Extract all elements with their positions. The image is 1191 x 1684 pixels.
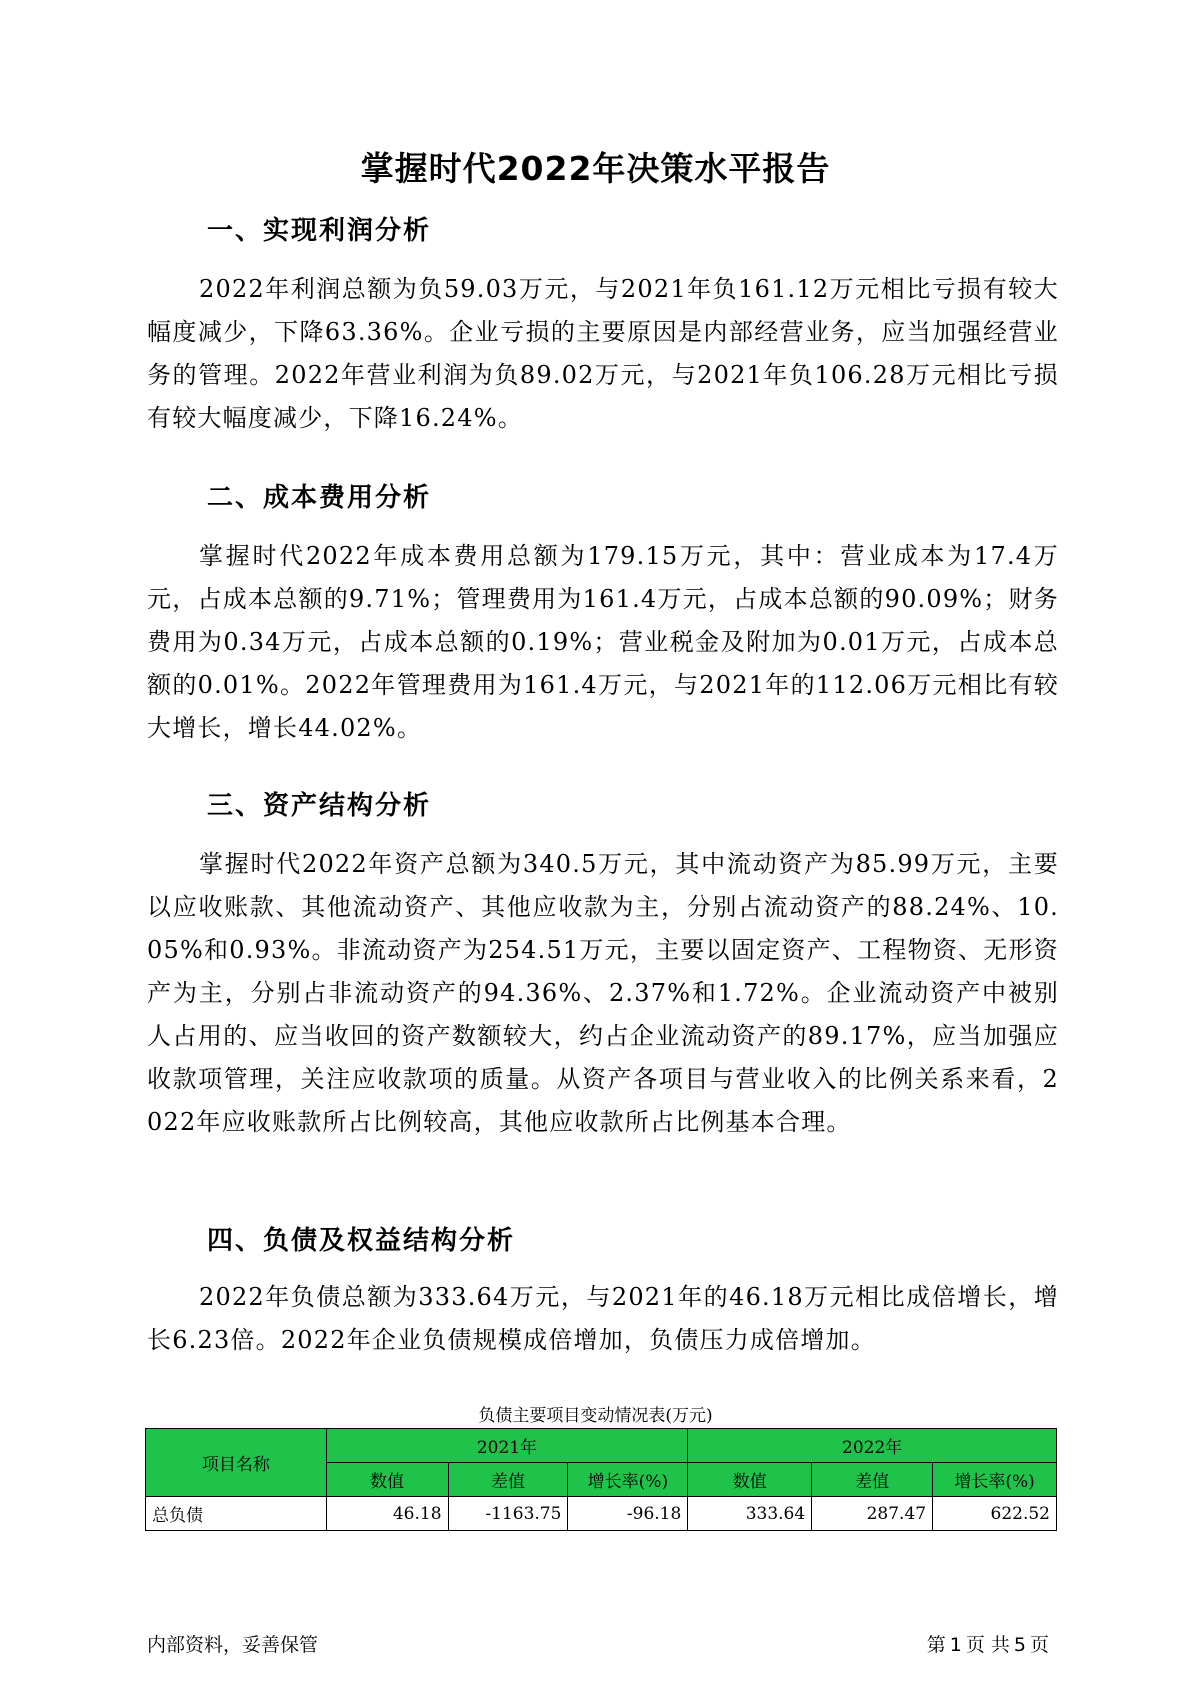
page-total: 5 (1013, 1634, 1026, 1656)
section-paragraph-assets: 掌握时代2022年资产总额为340.5万元，其中流动资产为85.99万元，主要以应收账款、其他流动资产、其他应收款为主，分别占流动资产的88.24%、10.05%和0.93%。非流动资产为254.51万元，主要以固定资产、工程物资、无形资产为主，分别占非流动资产的94.36%、2.37%和1.72%。企业流动资产中被别人占用的、应当收回的资产数额较大，约占企业流动资产的89.17%，应当加强应收款项管理，关注应收款项的质量。从资产各项目与营业收入的比例关系来看，2022年应收账款所占比例较高，其他应收款所占比例基本合理。 (147, 850, 1059, 1136)
table-cell-value-2022: 333.64 (688, 1497, 812, 1531)
section-heading-liabilities: 四、负债及权益结构分析 (207, 1226, 516, 1256)
page-current: 1 (949, 1634, 962, 1656)
table-cell-diff-2021: -1163.75 (448, 1497, 568, 1531)
table-caption: 负债主要项目变动情况表(万元) (478, 1406, 713, 1426)
page-prefix: 第 (926, 1634, 946, 1656)
table-row (146, 1497, 1057, 1531)
section-paragraph-liabilities: 2022年负债总额为333.64万元，与2021年的46.18万元相比成倍增长，增长6.23倍。2022年企业负债规模成倍增加，负债压力成倍增加。 (147, 1283, 1059, 1354)
table-subheader-diff-2021: 差值 (448, 1463, 568, 1497)
section-heading-cost: 二、成本费用分析 (207, 483, 432, 513)
liabilities-table (145, 1428, 1057, 1531)
table-cell-name: 总负债 (146, 1497, 327, 1531)
table-header-item: 项目名称 (146, 1429, 327, 1497)
table-header-year-2021: 2021年 (326, 1429, 688, 1463)
page-suffix: 页 (1029, 1634, 1049, 1656)
table-cell-rate-2022: 622.52 (933, 1497, 1057, 1531)
table-cell-diff-2022: 287.47 (812, 1497, 933, 1531)
section-paragraph-profit: 2022年利润总额为负59.03万元，与2021年负161.12万元相比亏损有较大幅度减少，下降63.36%。企业亏损的主要原因是内部经营业务，应当加强经营业务的管理。2022年营业利润为负89.02万元，与2021年负106.28万元相比亏损有较大幅度减少，下降16.24%。 (147, 275, 1059, 432)
table-subheader-rate-2022: 增长率(%) (933, 1463, 1057, 1497)
table-header-year-2022: 2022年 (688, 1429, 1057, 1463)
section-paragraph-cost: 掌握时代2022年成本费用总额为179.15万元，其中：营业成本为17.4万元，占成本总额的9.71%；管理费用为161.4万元，占成本总额的90.09%；财务费用为0.34万元，占成本总额的0.19%；营业税金及附加为0.01万元，占成本总额的0.01%。2022年管理费用为161.4万元，与2021年的112.06万元相比有较大增长，增长44.02%。 (147, 542, 1059, 742)
table-subheader-diff-2022: 差值 (812, 1463, 933, 1497)
page-mid: 页 共 (965, 1634, 1010, 1656)
footer-confidential-note: 内部资料，妥善保管 (147, 1634, 319, 1656)
page-title: 掌握时代2022年决策水平报告 (360, 149, 831, 188)
table-cell-value-2021: 46.18 (326, 1497, 448, 1531)
section-heading-assets: 三、资产结构分析 (207, 791, 432, 821)
table-cell-rate-2021: -96.18 (568, 1497, 688, 1531)
table-subheader-rate-2021: 增长率(%) (568, 1463, 688, 1497)
section-heading-profit: 一、实现利润分析 (207, 216, 432, 246)
footer-page-number (925, 1630, 1051, 1657)
table-subheader-value-2022: 数值 (688, 1463, 812, 1497)
table-subheader-value-2021: 数值 (326, 1463, 448, 1497)
